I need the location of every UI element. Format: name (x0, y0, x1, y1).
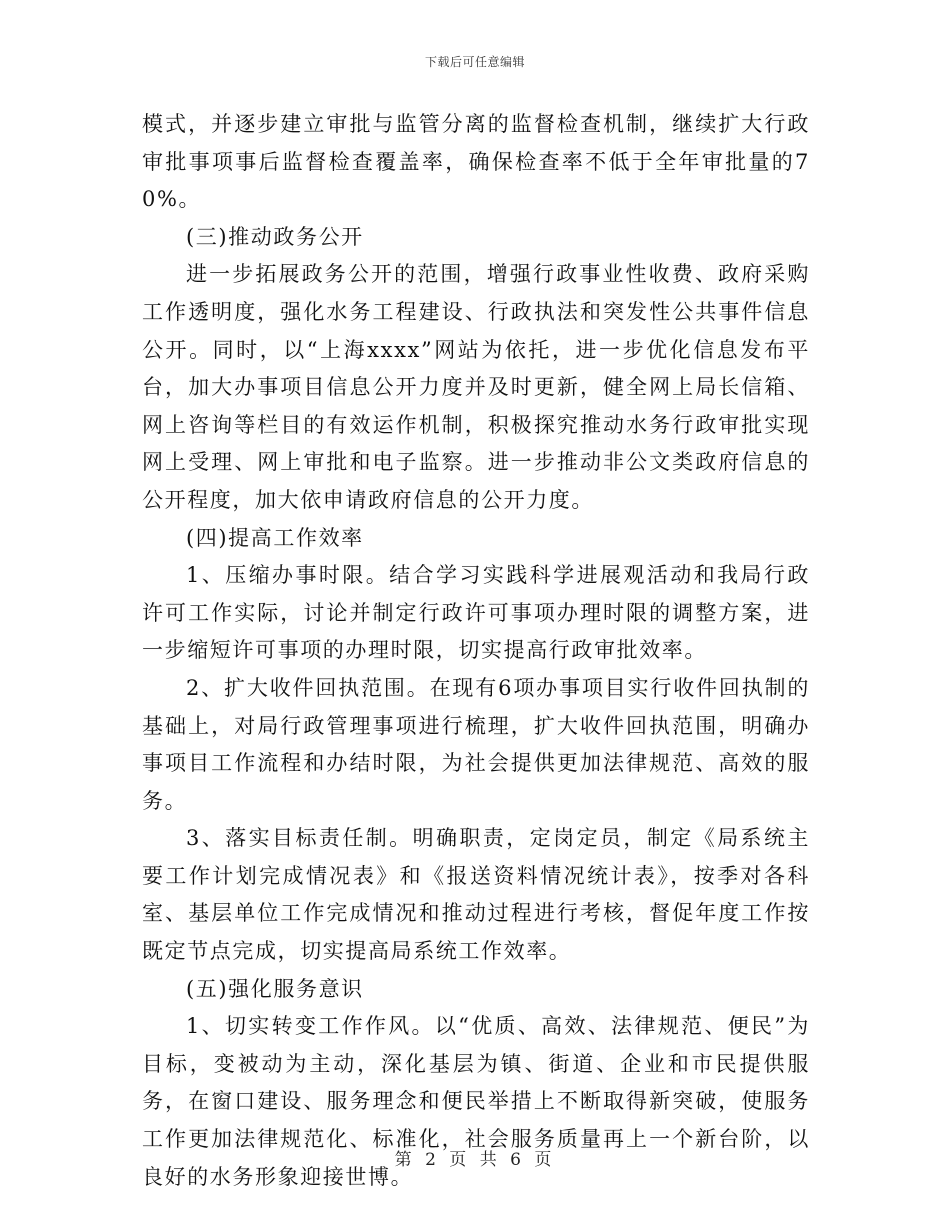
paragraph-work-style: 1、切实转变工作作风。以“优质、高效、法律规范、便民”为目标，变被动为主动，深化基层为镇、街道、企业和市民提供服务，在窗口建设、服务理念和便民举措上不断取得新突破，使服务工作更加法律规范化、标准化，社会服务质量再上一个新台阶，以良好的水务形象迎接世博。 (142, 1014, 810, 1189)
document-body (142, 106, 810, 1196)
paragraph-continuation: 模式，并逐步建立审批与监管分离的监督检查机制，继续扩大行政审批事项事后监督检查覆盖率，确保检查率不低于全年审批量的70%。 (142, 112, 810, 212)
paragraph-time-limit: 1、压缩办事时限。结合学习实践科学进展观活动和我局行政许可工作实际，讨论并制定行政许可事项办理时限的调整方案，进一步缩短许可事项的办理时限，切实提高行政审批效率。 (142, 563, 810, 663)
paragraph-government-openness: 进一步拓展政务公开的范围，增强行政事业性收费、政府采购工作透明度，强化水务工程建设、行政执法和突发性公共事件信息公开。同时，以“上海xxxx”网站为依托，进一步优化信息发布平台，加大办事项目信息公开力度并及时更新，健全网上局长信箱、网上咨询等栏目的有效运作机制，积极探究推动水务行政审批实现网上受理、网上审批和电子监察。进一步推动非公文类政府信息的公开程度，加大依申请政府信息的公开力度。 (142, 262, 810, 512)
paragraph-receipt-scope: 2、扩大收件回执范围。在现有6项办事项目实行收件回执制的基础上，对局行政管理事项进行梳理，扩大收件回执范围，明确办事项目工作流程和办结时限，为社会提供更加法律规范、高效的服务。 (142, 675, 810, 813)
page-number-footer: 第 2 页 共 6 页 (394, 1150, 556, 1170)
paragraph-responsibility: 3、落实目标责任制。明确职责，定岗定员，制定《局系统主要工作计划完成情况表》和《报送资料情况统计表》，按季对各科室、基层单位工作完成情况和推动过程进行考核，督促年度工作按既定节点完成，切实提高局系统工作效率。 (142, 826, 810, 964)
section-heading-5: (五)强化服务意识 (186, 976, 364, 1001)
section-heading-3: (三)推动政务公开 (186, 224, 364, 249)
page-header-note: 下载后可任意编辑 (424, 55, 525, 69)
section-heading-4: (四)提高工作效率 (186, 525, 364, 550)
